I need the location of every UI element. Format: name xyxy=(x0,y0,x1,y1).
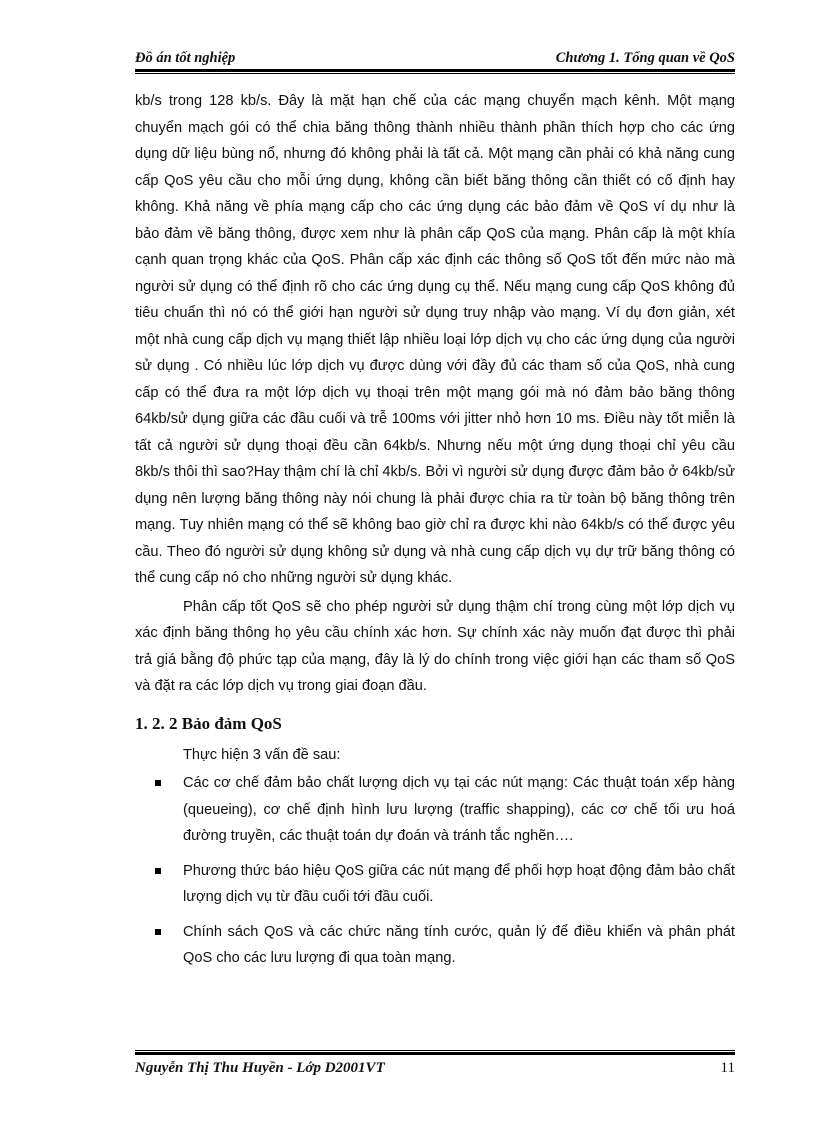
body-paragraph: kb/s trong 128 kb/s. Đây là mặt hạn chế của các mạng chuyển mạch kênh. Một mạng chuyển mạch gói có thể chia băng thông thành nhiều thành phần thích hợp cho các ứng dụng dữ liệu bùng nổ, nhưng đó không phải là tất cả. Một mạng cần phải có khả năng cung cấp QoS yêu cầu cho mỗi ứng dụng, không cần biết băng thông cần thiết có cố định hay không. Khả năng về phía mạng cấp cho các ứng dụng các bảo đảm về QoS ví dụ như là bảo đảm về băng thông, được xem như là phân cấp QoS của mạng. Phân cấp là một khía cạnh quan trọng khác của QoS. Phân cấp xác định các thông số QoS tốt đến mức nào mà người sử dụng có thể định rõ cho các ứng dụng cụ thể. Nếu mạng cung cấp QoS không đủ tiêu chuẩn thì nó có thể giới hạn người sử dụng truy nhập vào mạng. Ví dụ đơn giản, xét một nhà cung cấp dịch vụ mạng thiết lập nhiều loại lớp dịch vụ cho các ứng dụng của người sử dụng . Có nhiều lúc lớp dịch vụ được dùng với đầy đủ các tham số của QoS, nhà cung cấp có thể đưa ra một lớp dịch vụ thoại trên một mạng gói mà nó đảm bảo băng thông 64kb/sử dụng giữa các đầu cuối và trễ 100ms với jitter nhỏ hơn 10 ms. Điều này tốt miễn là tất cả người sử dụng thoại đều cần 64kb/s. Nhưng nếu một ứng dụng thoại chỉ yêu cầu 8kb/s thôi thì sao?Hay thậm chí là chỉ 4kb/s. Bởi vì người sử dụng được đảm bảo ở 64kb/sử dụng nên lượng băng thông này nói chung là phải được chia ra từ toàn bộ băng thông trên mạng. Tuy nhiên mạng có thể sẽ không bao giờ chỉ ra được khi nào 64kb/s có thể được yêu cầu. Theo đó người sử dụng không sử dụng và nhà cung cấp dịch vụ dự trữ băng thông có thể cung cấp nó cho những người sử dụng khác. xyxy=(135,93,735,586)
list-item-text: Phương thức báo hiệu QoS giữa các nút mạng để phối hợp hoạt động đảm bảo chất lượng dịch vụ từ đầu cuối tới đầu cuối. xyxy=(183,862,735,905)
section-heading: 1. 2. 2 Bảo đảm QoS xyxy=(135,713,282,733)
list-item-text: Chính sách QoS và các chức năng tính cước, quản lý để điều khiển và phân phát QoS cho các lưu lượng đi qua toàn mạng. xyxy=(183,923,735,966)
list-item xyxy=(135,770,735,850)
square-bullet-icon xyxy=(155,780,161,786)
page-number: 11 xyxy=(720,1060,735,1076)
page-footer xyxy=(135,1060,735,1082)
list-item-text: Các cơ chế đảm bảo chất lượng dịch vụ tại các nút mạng: Các thuật toán xếp hàng (queueing), cơ chế định hình lưu lượng (traffic shapping), các cơ chế tối ưu hoá đường truyền, các thuật toán dự đoán và tránh tắc nghẽn…. xyxy=(183,775,735,844)
square-bullet-icon xyxy=(155,868,161,874)
square-bullet-icon xyxy=(155,929,161,935)
body-paragraph: Phân cấp tốt QoS sẽ cho phép người sử dụng thậm chí trong cùng một lớp dịch vụ xác định băng thông họ yêu cầu chính xác hơn. Sự chính xác này muốn đạt được thì phải trả giá bằng độ phức tạp của mạng, đây là lý do chính trong việc giới hạn các tham số QoS và đặt ra các lớp dịch vụ trong giai đoạn đầu. xyxy=(135,598,735,694)
header-divider xyxy=(135,69,735,74)
section-intro: Thực hiện 3 vấn đề sau: xyxy=(183,746,341,763)
header-chapter-title: Chương 1. Tổng quan về QoS xyxy=(555,50,735,66)
page-header xyxy=(135,48,735,70)
list-item xyxy=(135,919,735,972)
footer-author: Nguyễn Thị Thu Huyền - Lớp D2001VT xyxy=(135,1060,385,1076)
header-document-title: Đồ án tốt nghiệp xyxy=(135,50,236,66)
footer-divider xyxy=(135,1050,735,1055)
bullet-list xyxy=(135,770,735,972)
list-item xyxy=(135,858,735,911)
page-body xyxy=(135,88,735,980)
